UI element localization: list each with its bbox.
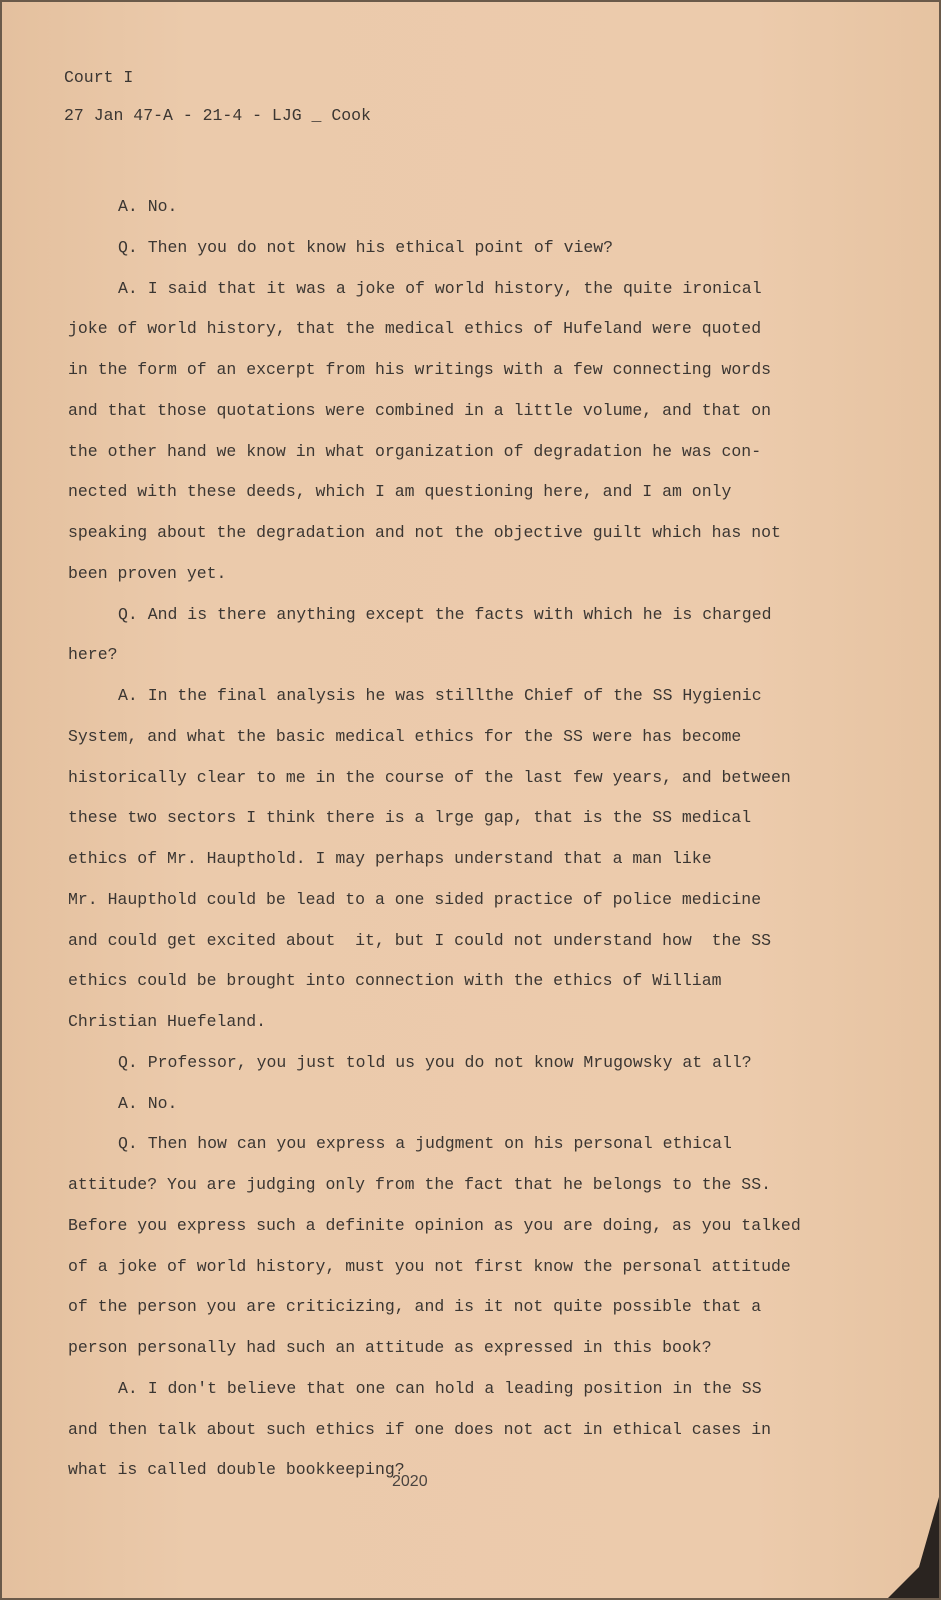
- transcript-line: Q. Then how can you express a judgment on his personal ethical: [118, 1134, 732, 1154]
- transcript-line: the other hand we know in what organization of degradation he was con-: [68, 441, 762, 461]
- transcript-line: Mr. Haupthold could be lead to a one sided practice of police medicine: [68, 889, 762, 909]
- court-label: Court I: [64, 68, 134, 87]
- transcript-line: these two sectors I think there is a lrge gap, that is the SS medical: [68, 808, 752, 828]
- transcript-line: Q. Professor, you just told us you do not know Mrugowsky at all?: [118, 1052, 752, 1072]
- transcript-line: person personally had such an attitude as expressed in this book?: [68, 1338, 712, 1357]
- transcript-line: in the form of an excerpt from his writings with a few connecting words: [68, 360, 772, 379]
- transcript-line: attitude? You are judging only from the fact that he belongs to the SS.: [68, 1175, 772, 1194]
- transcript-line: here?: [68, 645, 118, 665]
- transcript-line: A. I don't believe that one can hold a leading position in the SS: [118, 1378, 762, 1398]
- transcript-body: [68, 187, 801, 1491]
- transcript-line: Christian Huefeland.: [68, 1012, 267, 1031]
- transcript-line: of a joke of world history, must you not first know the personal attitude: [68, 1256, 791, 1276]
- transcript-line: Q. Then you do not know his ethical point of view?: [118, 237, 614, 257]
- transcript-line: Q. And is there anything except the facts with which he is charged: [118, 604, 772, 624]
- transcript-line: speaking about the degradation and not the objective guilt which has not: [68, 523, 781, 542]
- transcript-line: joke of world history, that the medical ethics of Hufeland were quoted: [68, 319, 762, 339]
- transcript-line: and could get excited about it, but I could not understand how the SS: [68, 930, 772, 950]
- transcript-line: been proven yet.: [68, 563, 227, 583]
- transcript-line: ethics of Mr. Haupthold. I may perhaps understand that a man like: [68, 849, 712, 868]
- torn-corner: [886, 1490, 941, 1600]
- transcript-line: ethics could be brought into connection with the ethics of William: [68, 971, 722, 991]
- page-number: 2020: [392, 1473, 428, 1490]
- transcript-line: what is called double bookkeeping?: [68, 1460, 405, 1480]
- transcript-line: and then talk about such ethics if one does not act in ethical cases in: [68, 1419, 772, 1439]
- transcript-line: System, and what the basic medical ethics for the SS were has become: [68, 726, 742, 746]
- transcript-line: historically clear to me in the course of the last few years, and between: [68, 767, 791, 787]
- transcript-line: A. No.: [118, 197, 178, 216]
- transcript-line: of the person you are criticizing, and is it not quite possible that a: [68, 1297, 762, 1317]
- document-reference: 27 Jan 47-A - 21-4 - LJG _ Cook: [64, 106, 371, 125]
- transcript-line: Before you express such a definite opinion as you are doing, as you talked: [68, 1215, 801, 1235]
- transcript-line: nected with these deeds, which I am questioning here, and I am only: [68, 482, 732, 502]
- transcript-line: and that those quotations were combined in a little volume, and that on: [68, 400, 772, 420]
- transcript-line: A. No.: [118, 1093, 178, 1113]
- transcript-line: A. I said that it was a joke of world history, the quite ironical: [118, 278, 762, 298]
- transcript-line: A. In the final analysis he was stillthe Chief of the SS Hygienic: [118, 686, 762, 705]
